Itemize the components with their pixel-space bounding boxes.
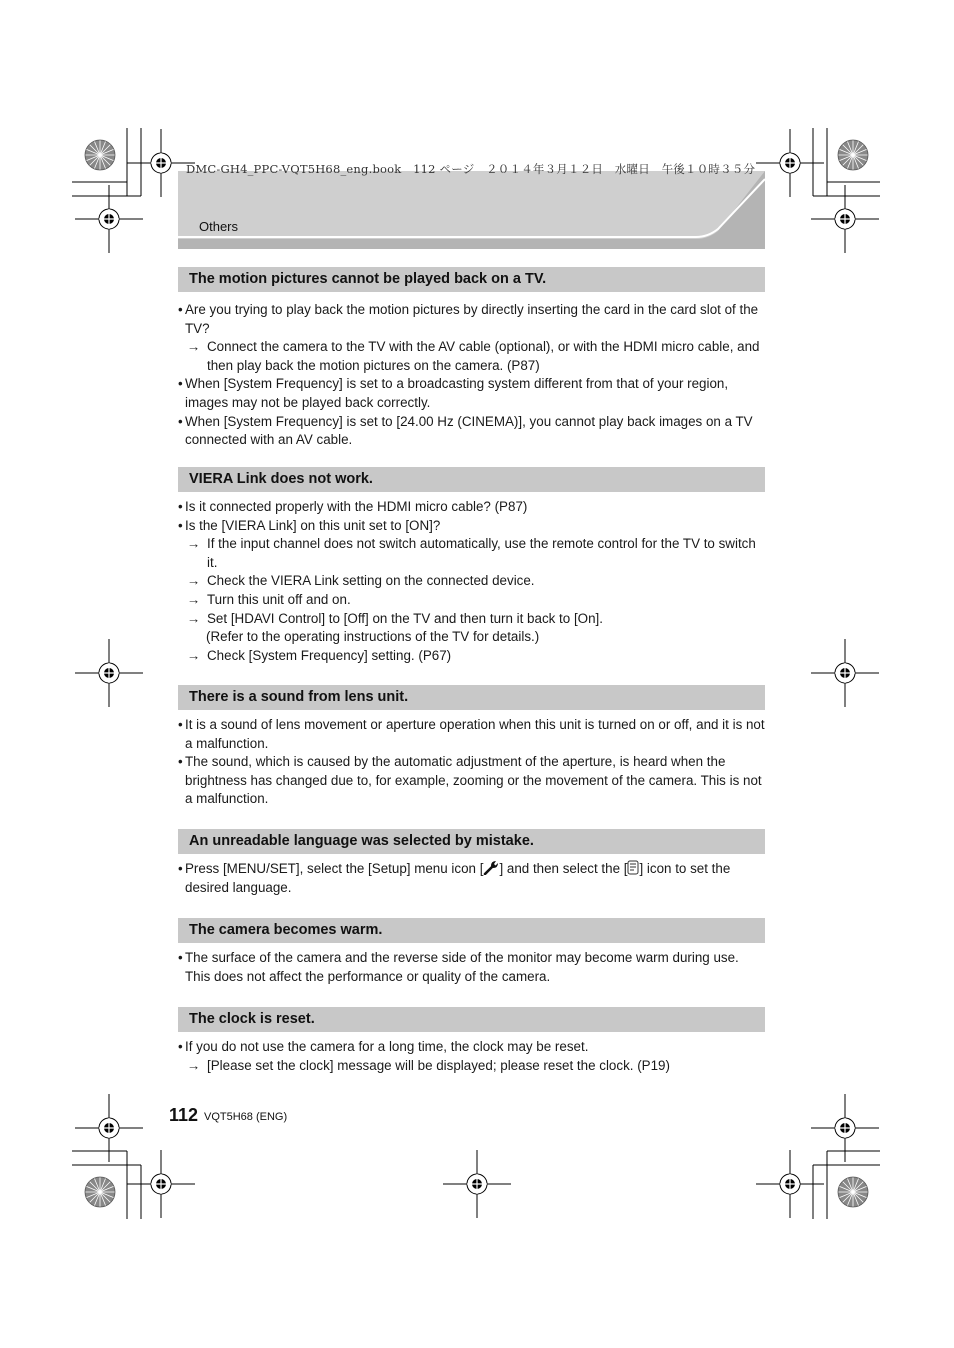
- arrow-item: → Check the VIERA Link setting on the connected device.: [178, 572, 765, 591]
- arrow-item: → If the input channel does not switch automatically, use the remote control for the TV to switch it.: [187, 536, 756, 570]
- section-body: [178, 716, 765, 809]
- section-body: [178, 1038, 765, 1075]
- section-tv-playback: [178, 267, 765, 450]
- arrow-item: → Set [HDAVI Control] to [Off] on the TV and then turn it back to [On].: [178, 610, 765, 629]
- section-camera-warm: [178, 918, 765, 986]
- model-code: VQT5H68 (ENG): [204, 1111, 288, 1123]
- section-language: [178, 829, 765, 897]
- section-clock-reset: [178, 1007, 765, 1075]
- bullet-item: • Is it connected properly with the HDMI micro cable? (P87): [178, 498, 765, 517]
- arrow-icon: →: [187, 610, 201, 626]
- arrow-item: → Check [System Frequency] setting. (P67): [178, 647, 765, 666]
- section-body: [178, 949, 765, 986]
- bullet-item: • Are you trying to play back the motion pictures by directly inserting the card in the card slot of the TV?: [178, 301, 765, 338]
- arrow-icon: →: [187, 591, 201, 607]
- section-title: The clock is reset.: [178, 1007, 765, 1032]
- bullet-item: • When [System Frequency] is set to a broadcasting system different from that of your region, images may not be played back correctly.: [178, 375, 765, 412]
- arrow-icon: →: [187, 573, 201, 589]
- bullet-item: • The sound, which is caused by the automatic adjustment of the aperture, is heard when the brightness has changed due to, for example, zooming or the movement of the camera. This is not a malfunction.: [178, 753, 765, 809]
- wrench-icon: [483, 860, 499, 875]
- section-title: There is a sound from lens unit.: [178, 685, 765, 710]
- section-viera-link: [178, 467, 765, 665]
- arrow-icon: →: [187, 647, 201, 663]
- section-title: The camera becomes warm.: [178, 918, 765, 943]
- arrow-item: → Connect the camera to the TV with the AV cable (optional), or with the HDMI micro cable, and then play back the motion pictures on the camera. (P87): [187, 339, 760, 373]
- print-info: DMC-GH4_PPC-VQT5H68_eng.book 112 ページ ２０１４年３月１２日 水曜日 午後１０時３５分: [186, 162, 756, 176]
- arrow-item: → Turn this unit off and on.: [178, 591, 765, 610]
- section-title: VIERA Link does not work.: [178, 467, 765, 492]
- section-label: Others: [199, 219, 239, 234]
- bullet-item: • The surface of the camera and the reverse side of the monitor may become warm during use. This does not affect the performance or quality of the camera.: [178, 949, 765, 986]
- language-icon: [627, 860, 639, 875]
- section-body: [178, 498, 765, 665]
- section-title: The motion pictures cannot be played back on a TV.: [178, 267, 765, 292]
- section-body: [178, 860, 765, 897]
- page-number: 112: [169, 1105, 199, 1125]
- bullet-item: • If you do not use the camera for a long time, the clock may be reset.: [178, 1038, 765, 1057]
- bullet-item: • When [System Frequency] is set to [24.00 Hz (CINEMA)], you cannot play back images on a TV connected with an AV cable.: [178, 413, 765, 450]
- arrow-icon: →: [187, 1057, 201, 1073]
- header-band: [178, 171, 765, 249]
- bullet-item: • It is a sound of lens movement or aperture operation when this unit is turned on or off, and it is not a malfunction.: [178, 716, 765, 753]
- section-title: An unreadable language was selected by mistake.: [178, 829, 765, 854]
- arrow-icon: →: [187, 339, 201, 355]
- section-lens-sound: [178, 685, 765, 809]
- section-body: [178, 301, 765, 450]
- arrow-item: → [Please set the clock] message will be displayed; please reset the clock. (P19): [178, 1057, 765, 1076]
- bullet-item: • Press [MENU/SET], select the [Setup] menu icon [ ] and then select the [ ] icon to set the desired language.: [178, 860, 765, 897]
- bullet-item: • Is the [VIERA Link] on this unit set to [ON]?: [178, 517, 765, 536]
- note-text: (Refer to the operating instructions of the TV for details.): [206, 629, 540, 645]
- arrow-icon: →: [187, 536, 201, 552]
